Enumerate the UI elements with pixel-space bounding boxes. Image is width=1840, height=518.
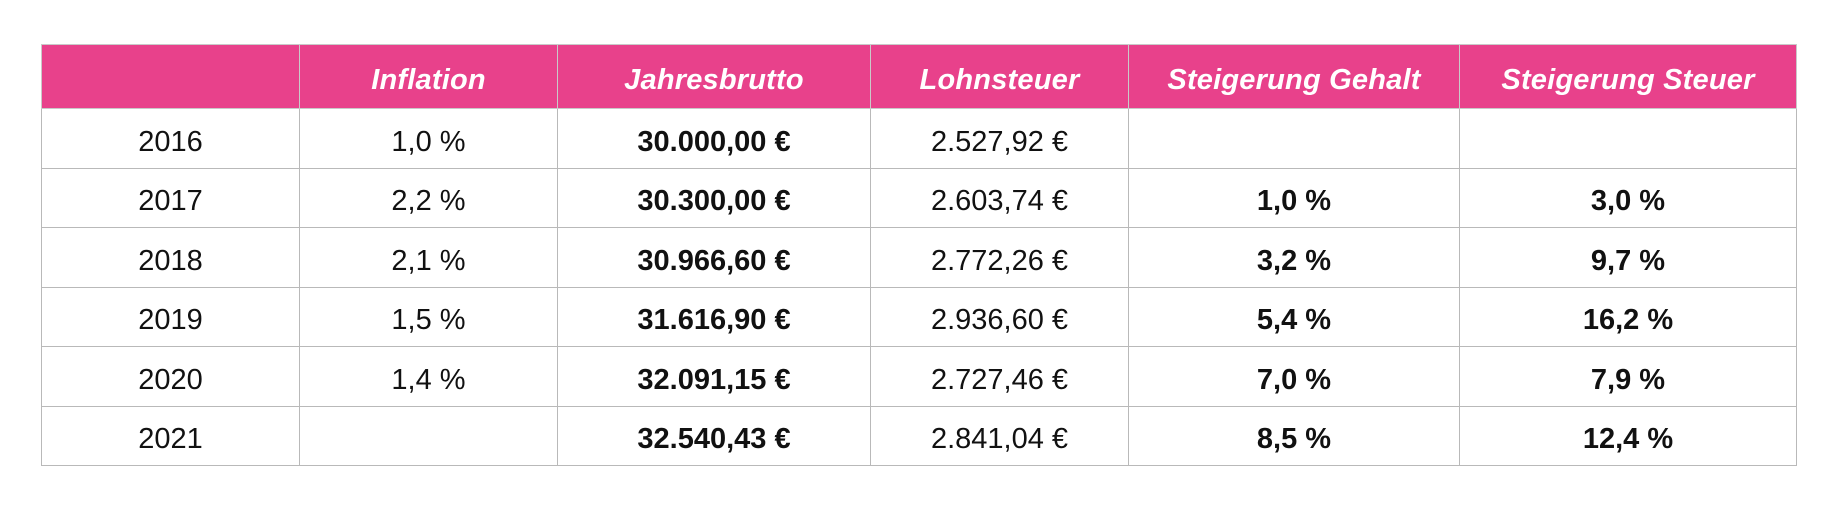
cell-year: 2017 [42, 168, 300, 228]
cell-income-tax: 2.527,92 € [871, 109, 1129, 169]
cell-inflation: 1,0 % [300, 109, 558, 169]
cell-year: 2016 [42, 109, 300, 169]
table-row [42, 228, 1797, 288]
cell-annual-gross: 32.091,15 € [558, 347, 871, 407]
cell-income-tax: 2.772,26 € [871, 228, 1129, 288]
cell-salary-increase: 5,4 % [1129, 287, 1460, 347]
cell-income-tax: 2.841,04 € [871, 406, 1129, 466]
header-annual-gross: Jahresbrutto [558, 45, 871, 109]
cell-annual-gross: 30.000,00 € [558, 109, 871, 169]
cell-tax-increase: 3,0 % [1460, 168, 1797, 228]
cell-tax-increase [1460, 109, 1797, 169]
cell-inflation: 2,2 % [300, 168, 558, 228]
cell-year: 2019 [42, 287, 300, 347]
table-row [42, 168, 1797, 228]
cell-tax-increase: 9,7 % [1460, 228, 1797, 288]
cell-income-tax: 2.936,60 € [871, 287, 1129, 347]
table-row [42, 109, 1797, 169]
cell-income-tax: 2.727,46 € [871, 347, 1129, 407]
cell-inflation: 1,5 % [300, 287, 558, 347]
cell-year: 2021 [42, 406, 300, 466]
cell-tax-increase: 12,4 % [1460, 406, 1797, 466]
salary-tax-table [41, 44, 1797, 466]
header-tax-increase: Steigerung Steuer [1460, 45, 1797, 109]
cell-salary-increase: 3,2 % [1129, 228, 1460, 288]
cell-year: 2020 [42, 347, 300, 407]
cell-salary-increase [1129, 109, 1460, 169]
table-header-row [42, 45, 1797, 109]
cell-salary-increase: 8,5 % [1129, 406, 1460, 466]
cell-year: 2018 [42, 228, 300, 288]
cell-inflation: 2,1 % [300, 228, 558, 288]
salary-tax-table-container [41, 44, 1796, 466]
cell-salary-increase: 7,0 % [1129, 347, 1460, 407]
table-row [42, 287, 1797, 347]
table-row [42, 347, 1797, 407]
cell-tax-increase: 7,9 % [1460, 347, 1797, 407]
cell-annual-gross: 31.616,90 € [558, 287, 871, 347]
cell-tax-increase: 16,2 % [1460, 287, 1797, 347]
cell-inflation: 1,4 % [300, 347, 558, 407]
cell-annual-gross: 30.300,00 € [558, 168, 871, 228]
cell-inflation [300, 406, 558, 466]
header-inflation: Inflation [300, 45, 558, 109]
cell-salary-increase: 1,0 % [1129, 168, 1460, 228]
header-salary-increase: Steigerung Gehalt [1129, 45, 1460, 109]
cell-annual-gross: 32.540,43 € [558, 406, 871, 466]
table-row [42, 406, 1797, 466]
cell-annual-gross: 30.966,60 € [558, 228, 871, 288]
header-year [42, 45, 300, 109]
header-income-tax: Lohnsteuer [871, 45, 1129, 109]
cell-income-tax: 2.603,74 € [871, 168, 1129, 228]
